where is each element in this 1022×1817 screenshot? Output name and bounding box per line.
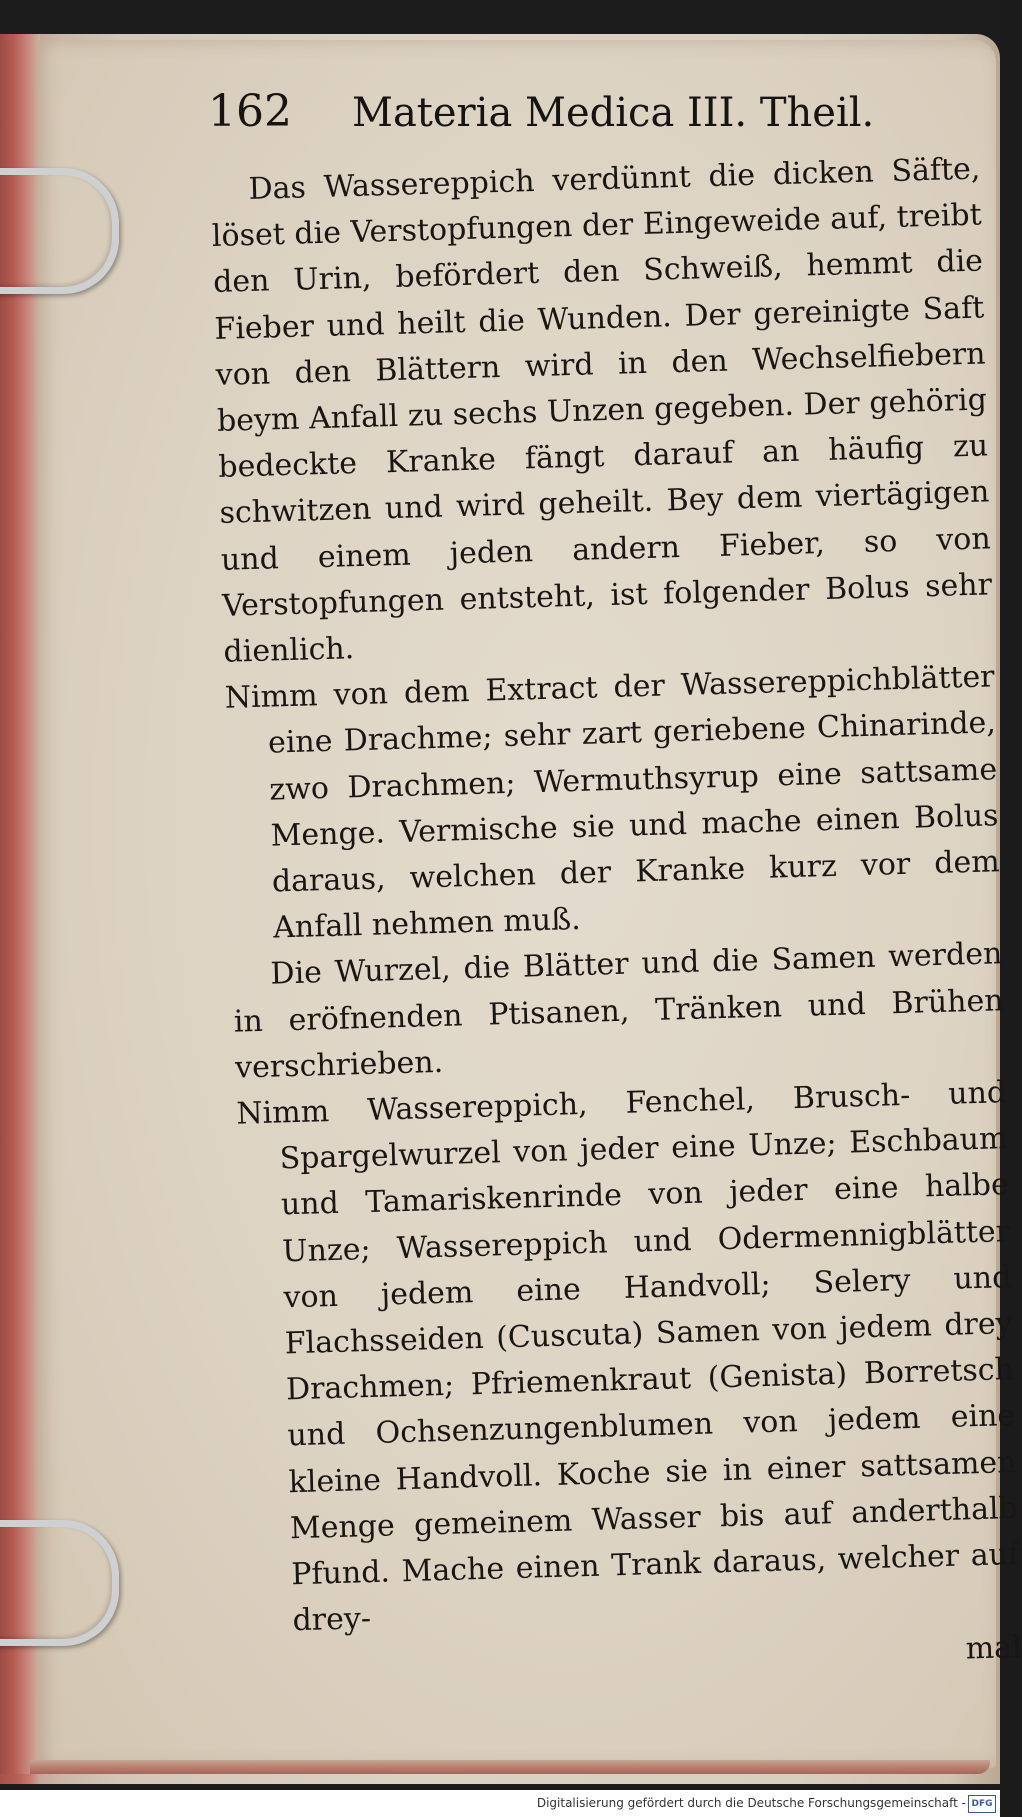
page-bottom-edge (30, 1760, 990, 1774)
body-text (210, 147, 1022, 1693)
paragraph-wassereppich-effects: Das Wassereppich verdünnt die dicken Säfte, löset die Verstopfungen der Eingeweide auf, treibt den Urin, befördert den Schweiß, hemmt die Fieber und heilt die Wunden. Der gereinigte Saft von den Blättern wird in den Wechselfiebern beym Anfall zu sechs Unzen gegeben. Der gehörig bedeckte Kranke fängt darauf an häufig zu schwitzen und wird geheilt. Bey dem viertägigen und einem jeden andern Fieber, so von Verstopfungen entsteht, ist folgender Bolus sehr dienlich. (211, 151, 993, 670)
dfg-logo-icon: DFG (968, 1795, 996, 1813)
bottom-clip-icon (0, 1520, 119, 1646)
recipe-drink: Nimm Wassereppich, Fenchel, Brusch- und Spargelwurzel von jeder eine Unze; Eschbaum und Tamariskenrinde von jeder eine halbe Unze; Wassereppich und Odermennigblätter von jedem eine Handvoll; Selery und Flachsseiden (Cuscuta) Samen von jedem drey Drachmen; Pfriemenkraut (Genista) Borretsch und Ochsenzungenblumen von jedem eine kleine Handvoll. Koche sie in einer sattsamen Menge gemeinem Wasser bis auf anderthalb Pfund. Mache einen Trank daraus, welcher auf drey- (235, 1075, 1020, 1639)
book-binding-edge (0, 34, 40, 1774)
running-title: Materia Medica III. Theil. (351, 90, 875, 136)
running-header (208, 86, 874, 137)
catchword: mal (965, 1629, 1022, 1666)
page-number: 162 (208, 86, 292, 137)
paragraph-usage: Die Wurzel, die Blätter und die Samen werden in eröfnenden Ptisanen, Tränken und Brühen verschrieben. (233, 936, 1005, 1086)
recipe-bolus: Nimm von dem Extract der Wassereppichblätter eine Drachme; sehr zart geriebene Chinarinde, zwo Drachmen; Wermuthsyrup eine sattsame Menge. Vermische sie und mache einen Bolus daraus, welchen der Kranke kurz vor dem Anfall nehmen muß. (224, 659, 1001, 946)
footer-credit: Digitalisierung gefördert durch die Deutsche Forschungsgemeinschaft - (536, 1796, 966, 1810)
digitization-footer (0, 1790, 1000, 1817)
top-clip-icon (0, 168, 119, 294)
